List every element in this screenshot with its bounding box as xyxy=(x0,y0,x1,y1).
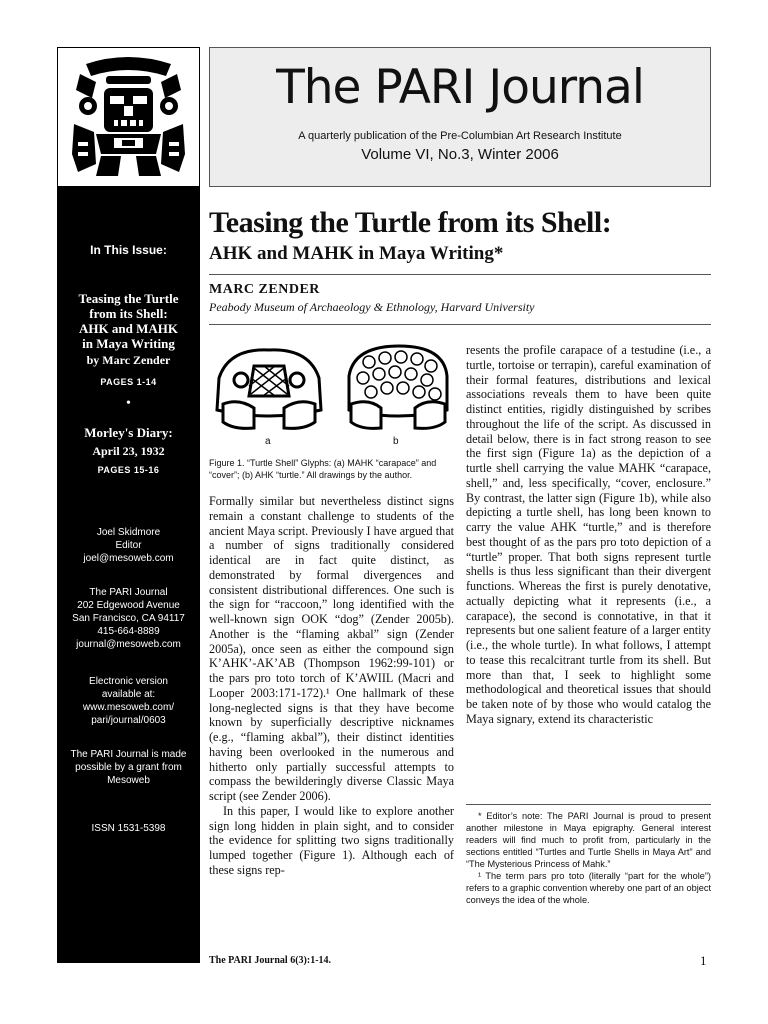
article-author: MARC ZENDER xyxy=(209,282,320,297)
body-paragraph: In this paper, I would like to explore another sign long hidden in plain sight, and to consider the evidence for splitting two signs traditionally lumped together (Figure 1). Although each of these signs rep- xyxy=(209,803,454,877)
address-phone: 415-664-8889 xyxy=(97,626,160,637)
address-line: 202 Edgewood Avenue xyxy=(77,600,180,611)
article-affiliation: Peabody Museum of Archaeology & Ethnology, Harvard University xyxy=(209,300,535,314)
footnote-divider xyxy=(466,804,711,805)
electronic-line: Electronic version xyxy=(89,676,168,687)
footer-citation: The PARI Journal 6(3):1-14. xyxy=(209,955,332,966)
sidebar-editor-info xyxy=(57,526,200,565)
address-line: The PARI Journal xyxy=(89,587,168,598)
sidebar-article-title-line: Teasing the Turtle xyxy=(78,291,179,306)
turtle-shell-glyphs-icon xyxy=(209,338,454,438)
editor-email-link[interactable]: joel@mesoweb.com xyxy=(83,553,174,564)
editor-role: Editor xyxy=(115,540,142,551)
grant-line: Mesoweb xyxy=(107,775,150,786)
body-paragraph: Formally similar but nevertheless distinct signs remain a constant challenge to students of the ancient Maya script. Previously I have argued that a number of signs traditionally considered identical are in fact quite distinct, as demonstrated by formal divergences and consistent distributional differences. One such is the sign for “raccoon,” long identified with the well-known sign OOK “dog” (Zender 2005b). Another is the “flaming akbal” sign (Zender 2005a), once seen as either the compound sign K’AHK’-AK’AB (Thompson 1962:99-101) or the pars pro toto torch of K’AWIIL (Macri and Looper 2003:171-172).¹ One hallmark of these long-neglected signs is that they have become known by superficially descriptive nicknames (e.g., “flaming akbal”), their distinct identities having been overlooked in the numerous and hitherto only partially successful attempts to compass the bewilderingly diverse Classic Maya script (see Zender 2006). xyxy=(209,494,454,803)
sidebar-bullet: • xyxy=(126,396,131,411)
electronic-line: available at: xyxy=(101,689,156,700)
journal-volume: Volume VI, No.3, Winter 2006 xyxy=(361,146,559,163)
divider xyxy=(209,274,711,275)
sidebar-grant-note xyxy=(57,748,200,787)
sidebar-article-title-line: AHK and MAHK xyxy=(79,321,178,336)
sidebar-address xyxy=(57,586,200,651)
maya-figure-logo-icon xyxy=(66,54,191,180)
journal-header xyxy=(209,47,711,187)
grant-line: The PARI Journal is made xyxy=(70,749,187,760)
in-this-issue-heading: In This Issue: xyxy=(90,243,167,257)
body-paragraph: resents the profile carapace of a testudine (i.e., a turtle, tortoise or terrapin), careful examination of their formal features, distributions and lexical associations reveals them to have been quite distinct entities, rigidly distinguished by scribes throughout the life of the script. As discussed in detail below, there is in fact strong reason to see the first sign (Figure 1a) as the depiction of a turtle shell carrying the value MAHK “carapace, shell,” and, less specifically, “cover, enclosure.” By contrast, the latter sign (Figure 1b), while also depicting a turtle shell, has long been known to carry the value AHK “turtle,” and is therefore best thought of as the pars pro toto depiction of a “turtle” proper. That both signs represent turtle shells is thus less significant than their divergent functions. Whereas the first is purely denotative, actually depicting what it represents (i.e., a carapace), the second is connotative, in that it represents but one salient feature of a larger entity (i.e., the whole turtle). In what follows, I attempt to tease this recalcitrant turtle from its shell. But more than that, I seek to highlight some methodological and theoretical issues that should be taken note of by those who would catalog the Maya signary, extend its characteristic xyxy=(466,343,711,726)
divider xyxy=(209,324,711,325)
sidebar-article-title-line: in Maya Writing xyxy=(82,336,175,351)
page-number: 1 xyxy=(700,953,707,968)
body-column-left xyxy=(209,494,454,878)
figure-label-a: a xyxy=(265,436,271,447)
electronic-url-link[interactable]: www.mesoweb.com/ xyxy=(82,702,175,713)
grant-line: possible by a grant from xyxy=(75,762,182,773)
body-column-right xyxy=(466,343,711,727)
sidebar-morley-date: April 23, 1932 xyxy=(92,444,165,458)
editor-name: Joel Skidmore xyxy=(96,527,161,538)
journal-tagline: A quarterly publication of the Pre-Columbian Art Research Institute xyxy=(298,130,622,142)
sidebar-issn: ISSN 1531-5398 xyxy=(91,823,166,834)
sidebar-article-title[interactable] xyxy=(57,291,200,351)
article-subtitle: AHK and MAHK in Maya Writing* xyxy=(209,243,504,264)
figure-label-b: b xyxy=(393,436,399,447)
figure-caption: Figure 1. “Turtle Shell” Glyphs: (a) MAHK “carapace” and “cover”; (b) AHK “turtle.” All drawings by the author. xyxy=(209,458,437,480)
electronic-url-link[interactable]: pari/journal/0603 xyxy=(91,715,166,726)
article-title: Teasing the Turtle from its Shell: xyxy=(209,206,612,239)
sidebar-article-author: by Marc Zender xyxy=(86,353,171,367)
sidebar-morley-title[interactable]: Morley's Diary: xyxy=(84,425,173,440)
journal-logo xyxy=(57,47,200,187)
footnotes xyxy=(466,810,711,906)
sidebar xyxy=(57,47,200,963)
sidebar-article-title-line: from its Shell: xyxy=(89,306,168,321)
journal-name: The PARI Journal xyxy=(276,60,644,115)
sidebar-electronic-version xyxy=(57,675,200,727)
sidebar-morley-pages: PAGES 15-16 xyxy=(97,465,160,475)
address-line: San Francisco, CA 94117 xyxy=(72,613,185,624)
sidebar-article-pages: PAGES 1-14 xyxy=(100,377,157,387)
address-email-link[interactable]: journal@mesoweb.com xyxy=(76,639,181,650)
footnote-1: ¹ The term pars pro toto (literally “part for the whole”) refers to a graphic convention whereby one part of an object conveys the idea of the whole. xyxy=(466,871,711,905)
footnote-editor: * Editor’s note: The PARI Journal is proud to present another milestone in Maya epigraphy. General interest readers will find much to profit from, particularly in the sections entitled “Turtles and Turtle Shells in Maya Art” and “The Mysterious Princess of Mahk.” xyxy=(466,811,711,869)
